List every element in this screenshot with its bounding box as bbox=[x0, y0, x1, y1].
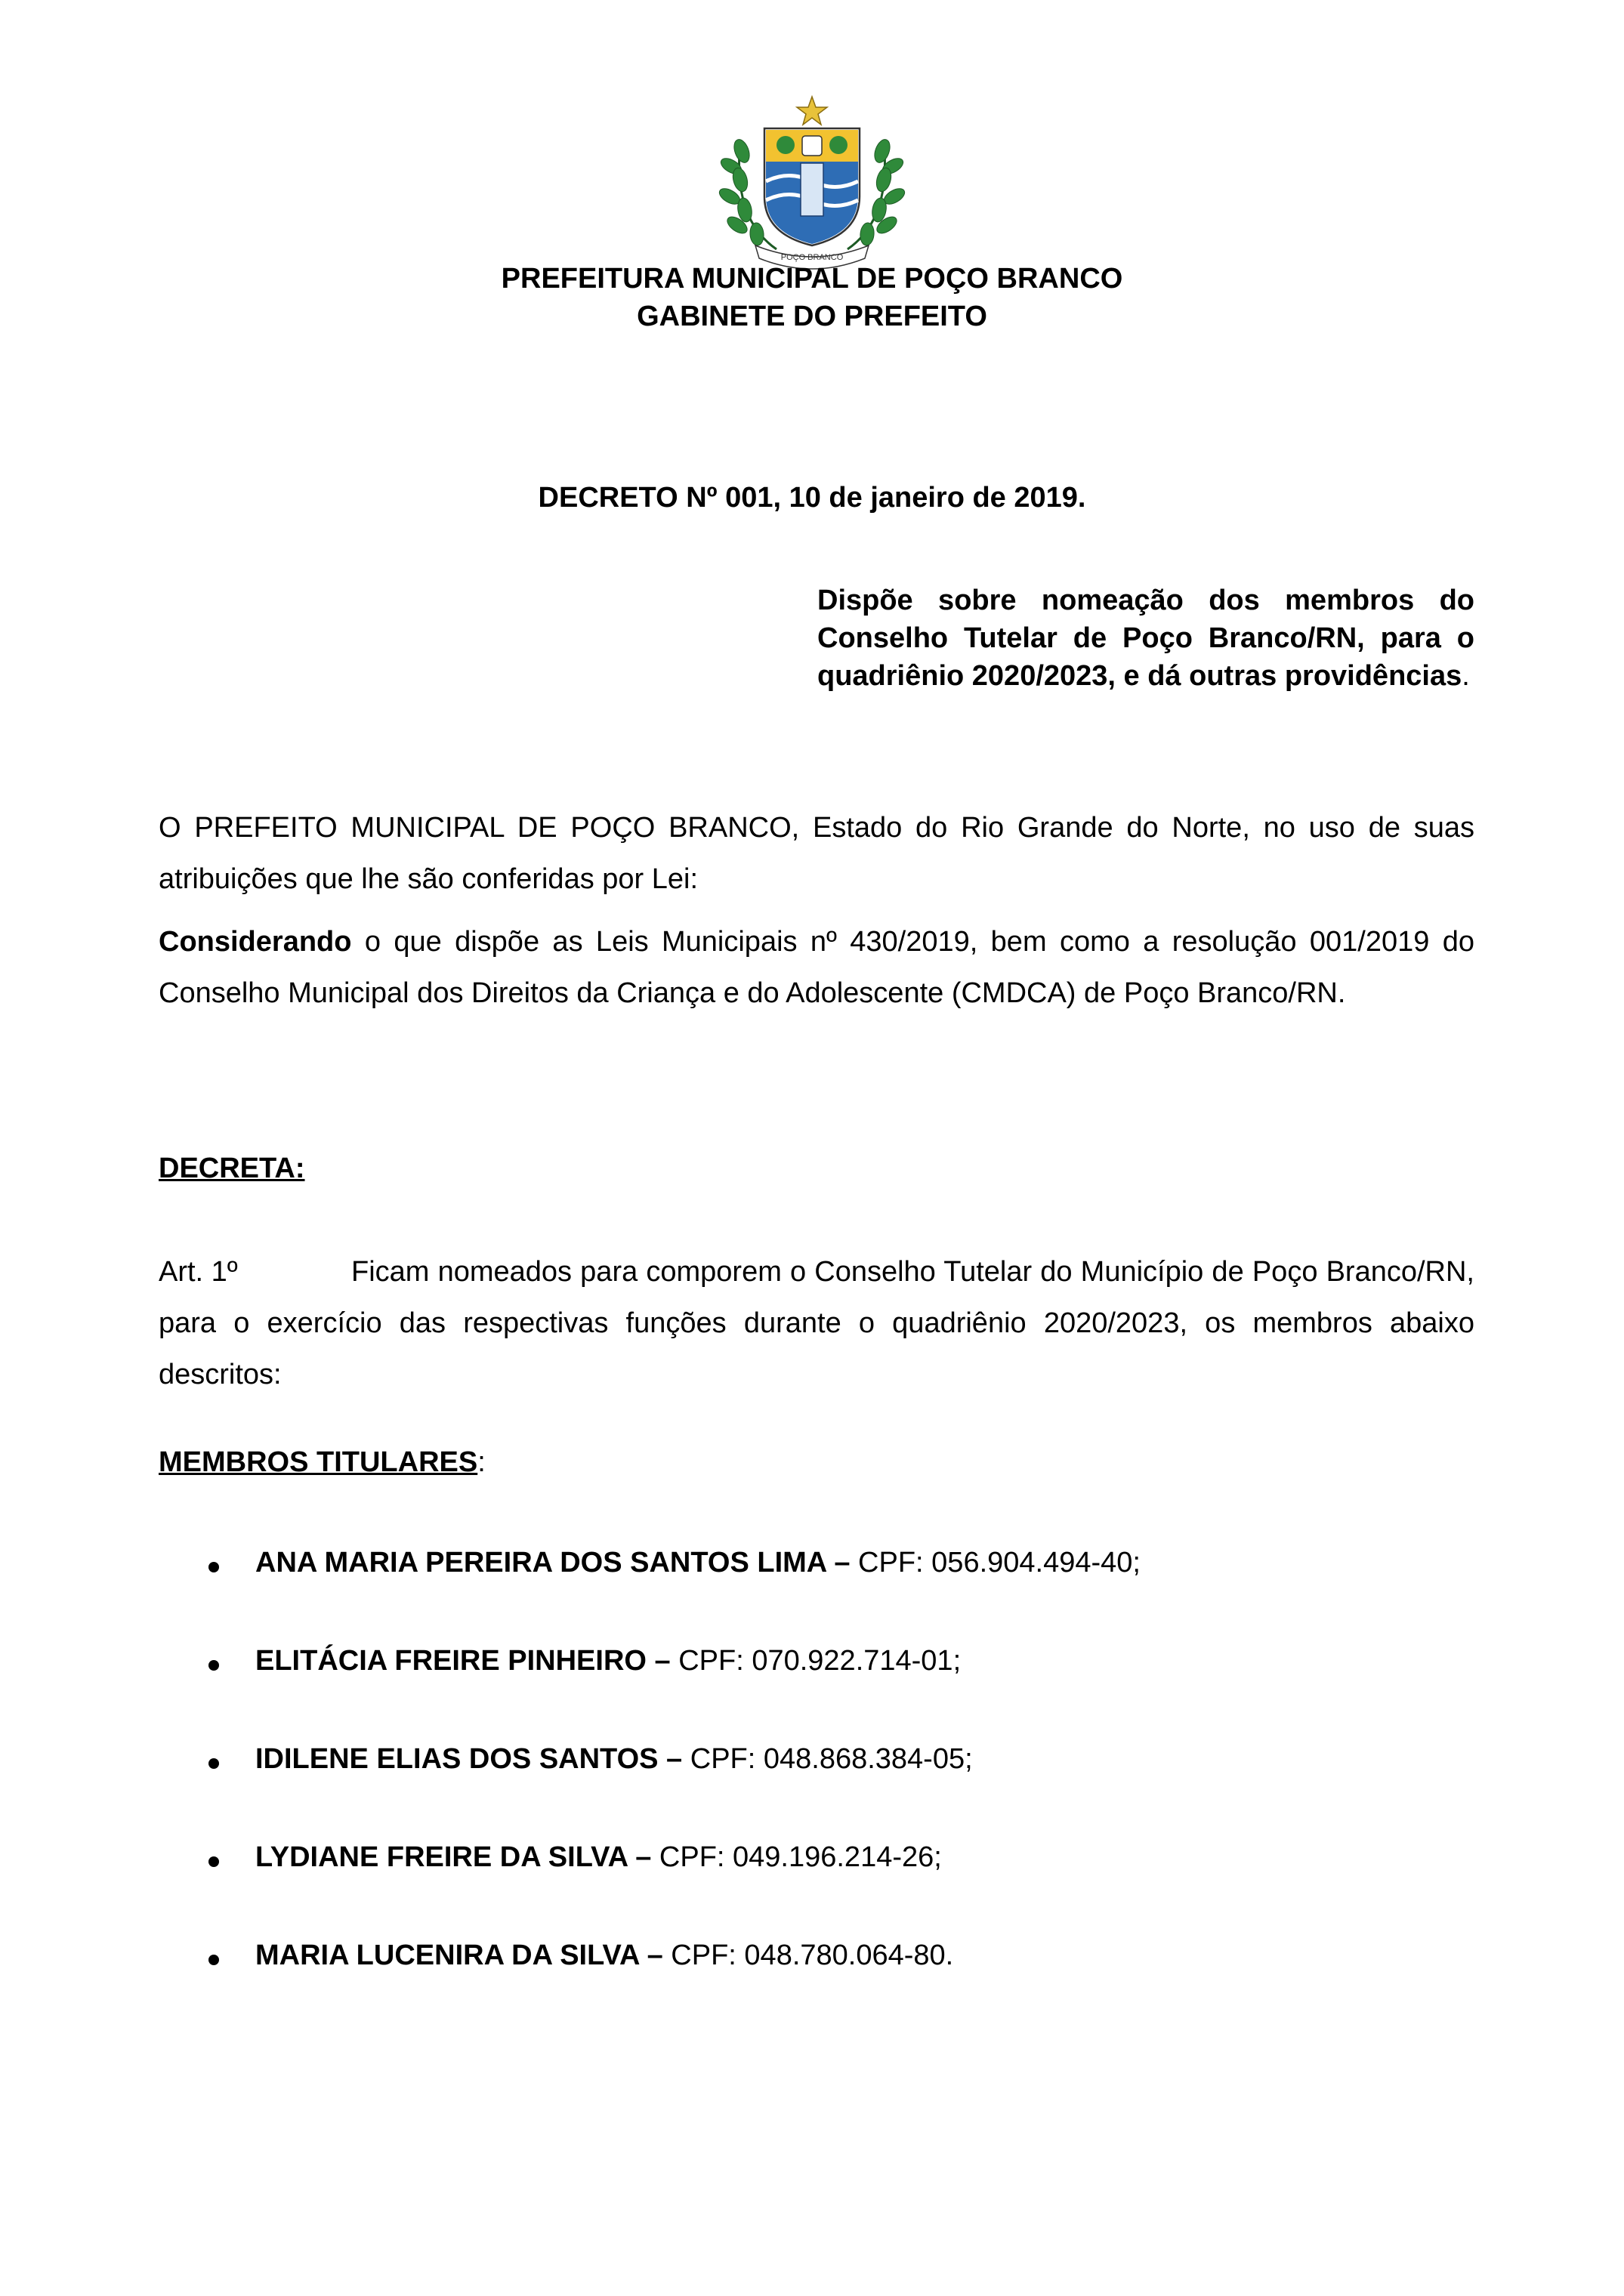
decree-summary bbox=[817, 582, 1474, 695]
list-item bbox=[211, 1841, 942, 1874]
decree-summary-end: . bbox=[1462, 660, 1470, 692]
members-heading-label: MEMBROS TITULARES bbox=[159, 1446, 478, 1478]
member-cpf: CPF: 048.868.384-05; bbox=[682, 1743, 973, 1775]
considerando-text: o que dispõe as Leis Municipais nº 430/2019, bem como a resolução 001/2019 do Conselho Municipal dos Direitos da Criança e do Adolescente (CMDCA) de Poço Branco/RN. bbox=[159, 926, 1474, 1009]
shield-icon bbox=[764, 128, 860, 245]
member-cpf: CPF: 070.922.714-01; bbox=[670, 1645, 962, 1677]
member-cpf: CPF: 048.780.064-80. bbox=[662, 1940, 954, 1971]
municipal-crest-logo bbox=[710, 91, 914, 272]
list-item bbox=[211, 1645, 961, 1677]
article-1-paragraph bbox=[159, 1246, 1474, 1400]
member-name: LYDIANE FREIRE DA SILVA – bbox=[255, 1841, 652, 1873]
member-name: ANA MARIA PEREIRA DOS SANTOS LIMA – bbox=[255, 1547, 851, 1578]
article-1-label: Art. 1º bbox=[159, 1256, 238, 1288]
bullet-icon bbox=[208, 1856, 219, 1867]
star-icon bbox=[797, 97, 827, 125]
bullet-icon bbox=[208, 1955, 219, 1965]
member-name: IDILENE ELIAS DOS SANTOS – bbox=[255, 1743, 683, 1775]
decree-title: DECRETO Nº 001, 10 de janeiro de 2019. bbox=[538, 482, 1086, 514]
bullet-icon bbox=[208, 1758, 219, 1769]
list-item bbox=[211, 1743, 973, 1776]
svg-text:POÇO BRANCO: POÇO BRANCO bbox=[780, 253, 844, 262]
member-name: ELITÁCIA FREIRE PINHEIRO – bbox=[255, 1645, 671, 1677]
preamble-paragraph: O PREFEITO MUNICIPAL DE POÇO BRANCO, Estado do Rio Grande do Norte, no uso de suas atribuições que lhe são conferidas por Lei: bbox=[159, 812, 1474, 895]
bullet-icon bbox=[208, 1562, 219, 1572]
header-line-1: PREFEITURA MUNICIPAL DE POÇO BRANCO bbox=[501, 263, 1123, 295]
member-name: MARIA LUCENIRA DA SILVA – bbox=[255, 1940, 663, 1971]
considerando-label: Considerando bbox=[159, 926, 352, 958]
decree-summary-main: Dispõe sobre nomeação dos membros do Conselho Tutelar de Poço Branco/RN, para o quadriênio 2020/2023, e dá outras providências bbox=[817, 585, 1474, 692]
decreta-heading: DECRETA: bbox=[159, 1153, 305, 1184]
header-line-2: GABINETE DO PREFEITO bbox=[637, 301, 987, 332]
article-1-text: Ficam nomeados para comporem o Conselho Tutelar do Município de Poço Branco/RN, para o exercício das respectivas funções durante o quadriênio 2020/2023, os membros abaixo descritos: bbox=[159, 1256, 1474, 1390]
considerando-paragraph bbox=[159, 916, 1474, 1019]
member-cpf: CPF: 056.904.494-40; bbox=[850, 1547, 1141, 1578]
list-item bbox=[211, 1940, 953, 1972]
member-cpf: CPF: 049.196.214-26; bbox=[651, 1841, 942, 1873]
list-item bbox=[211, 1547, 1141, 1579]
members-heading: MEMBROS TITULARES: bbox=[159, 1446, 486, 1478]
bullet-icon bbox=[208, 1660, 219, 1671]
